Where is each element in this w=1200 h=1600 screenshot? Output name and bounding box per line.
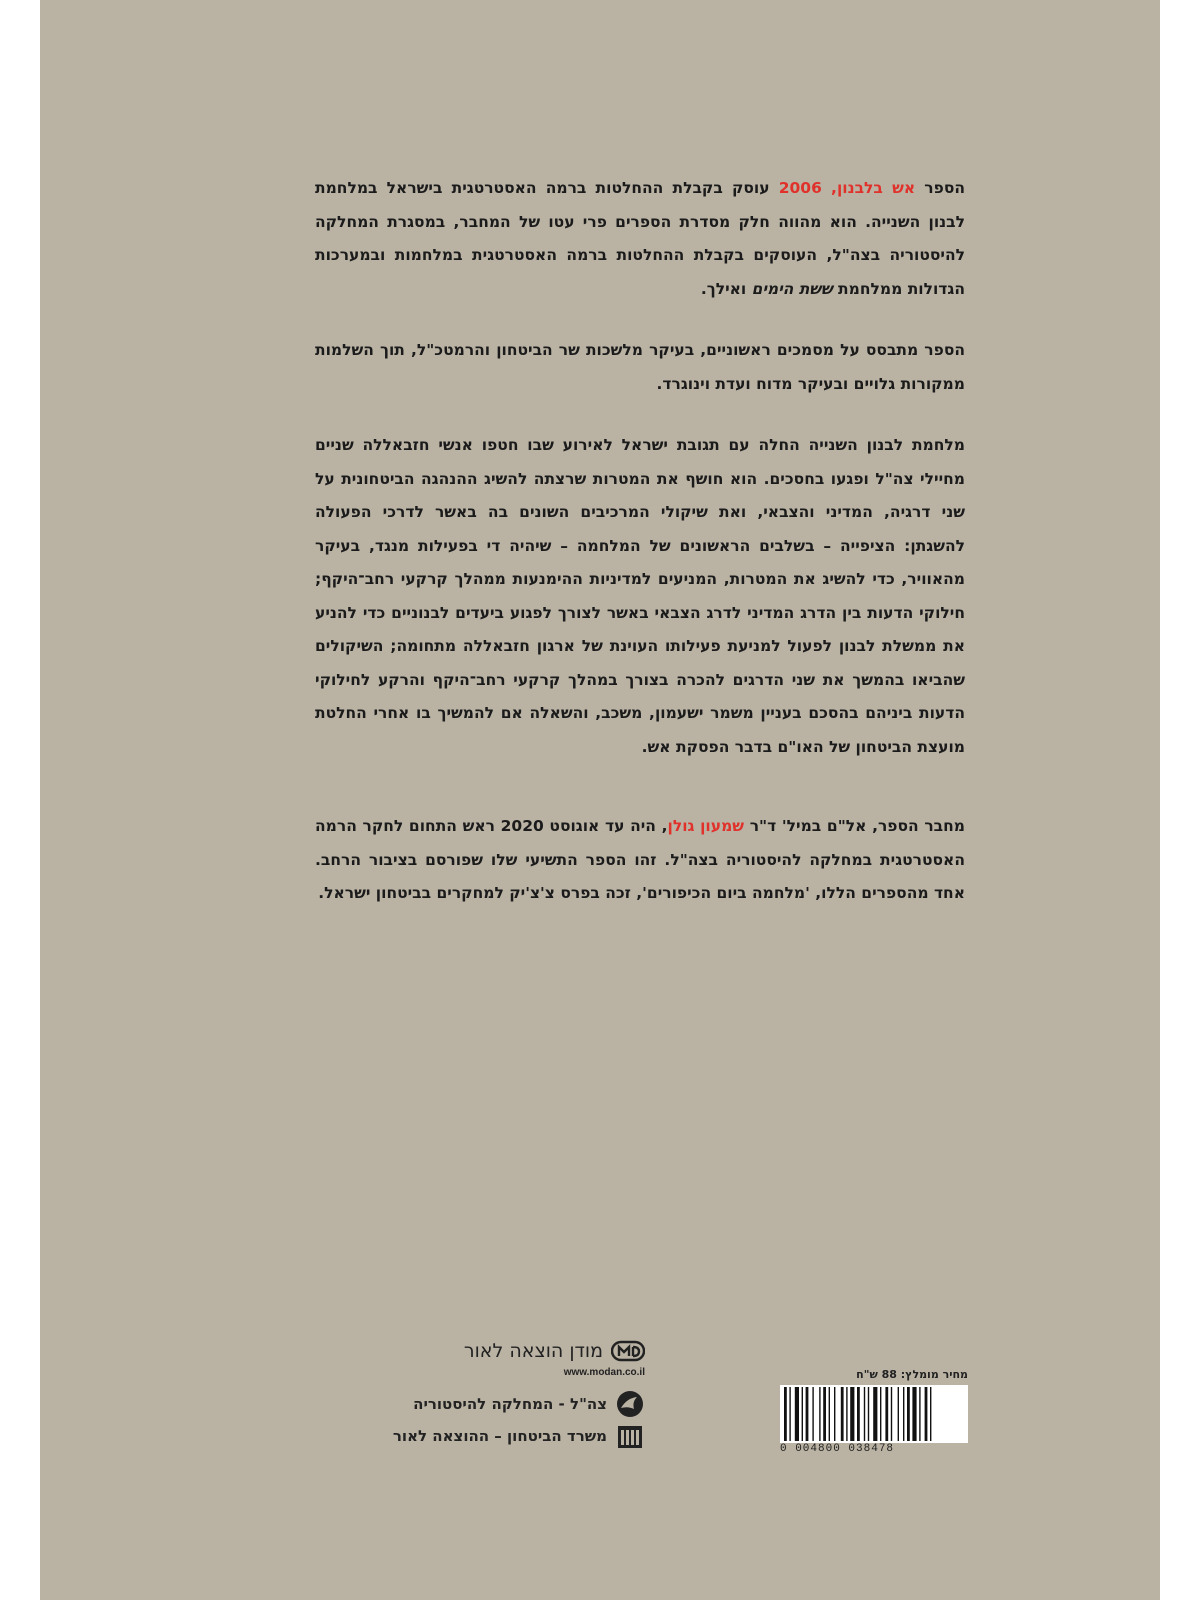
barcode-number: 0 004800 038478 <box>780 1443 895 1455</box>
book-back-cover <box>40 0 1160 1600</box>
p1-text-end: ואילך. <box>700 279 752 298</box>
book-title-highlight: אש בלבנון, 2006 <box>778 179 916 197</box>
publisher-block <box>315 1335 645 1452</box>
modan-logo-icon <box>611 1339 645 1363</box>
idf-history-row <box>315 1388 645 1420</box>
price-label: מחיר מומלץ: 88 ש"ח <box>856 1368 968 1381</box>
barcode-block <box>780 1368 968 1455</box>
mod-publishing-row <box>315 1420 645 1452</box>
publisher-name: מודן הוצאה לאור <box>463 1340 603 1362</box>
blurb-paragraph-3: מלחמת לבנון השנייה החלה עם תגובת ישראל לאירוע שבו חטפו אנשי חזבאללה שניים מחיילי צה"ל ופגעו בחסכים. הוא חושף את המטרות שרצתה להשיג ההנהגה הביטחונית על שני דרגיה, המדיני והצבאי, ואת שיקולי המרכיבים השונים בה באשר לדרכי הפעולה להשגתן: הציפייה – בשלבים הראשונים של המלחמה – שיהיה די בפעילות מנגד, בעיקר מהאוויר, כדי להשיג את המטרות, המניעים למדיניות ההימנעות ממהלך קרקעי רחב־היקף; חילוקי הדעות בין הדרג המדיני לדרג הצבאי באשר לצורך לפגוע ביעדים לבנוניים כדי להניע את ממשלת לבנון לפעול למניעת פעילותו העוינת של ארגון חזבאללה מתחומה; השיקולים שהביאו בהמשך את שני הדרגים להכרה בצורך במהלך קרקעי רחב־היקף והרקע לחילוקי הדעות ביניהם בהסכם בעניין משמר ישעמון, משכב, והשאלה אם להמשיך בו אחרי החלטת מועצת הביטחון של האו"ם בדבר הפסקת אש. <box>315 436 965 756</box>
barcode-image <box>780 1385 968 1443</box>
author-bio-paragraph <box>315 810 965 911</box>
p1-italic-war-name: ששת הימים <box>751 279 833 298</box>
mod-publishing-house: משרד הביטחון – ההוצאה לאור <box>392 1427 607 1445</box>
idf-eagle-icon <box>615 1389 645 1419</box>
idf-history-department: צה"ל - המחלקה להיסטוריה <box>413 1395 607 1413</box>
ministry-building-icon <box>615 1421 645 1451</box>
blurb-text <box>315 172 965 939</box>
modan-row <box>315 1335 645 1367</box>
p1-text-start: הספר <box>915 179 965 197</box>
publisher-url: www.modan.co.il <box>563 1367 645 1378</box>
blurb-paragraph-1 <box>315 172 965 306</box>
author-bio-start: מחבר הספר, אל"ם במיל' ד"ר <box>744 817 965 835</box>
p1-text-middle: עוסק בקבלת ההחלטות ברמה האסטרטגית בישראל במלחמת לבנון השנייה. הוא מהווה חלק מסדרת הספרים פרי עטו של המחבר, במסגרת המחלקה להיסטוריה בצה"ל, העוסקים בקבלת ההחלטות ברמה האסטרטגית במלחמות ובמערכות הגדולות ממלחמת <box>315 179 965 298</box>
author-bio-end: , היה עד אוגוסט 2020 ראש התחום לחקר הרמה האסטרטגית במחלקה להיסטוריה בצה"ל. זהו הספר התשיעי שלו שפורסם בציבור הרחב. אחד מהספרים הללו, 'מלחמה ביום הכיפורים', זכה בפרס צ'צ'יק למחקרים בביטחון ישראל. <box>315 817 965 902</box>
author-name-highlight: שמעון גולן <box>667 817 745 835</box>
blurb-paragraph-2: הספר מתבסס על מסמכים ראשוניים, בעיקר מלשכות שר הביטחון והרמטכ"ל, תוך השלמות ממקורות גלויים ובעיקר מדוח ועדת וינוגרד. <box>315 341 965 393</box>
